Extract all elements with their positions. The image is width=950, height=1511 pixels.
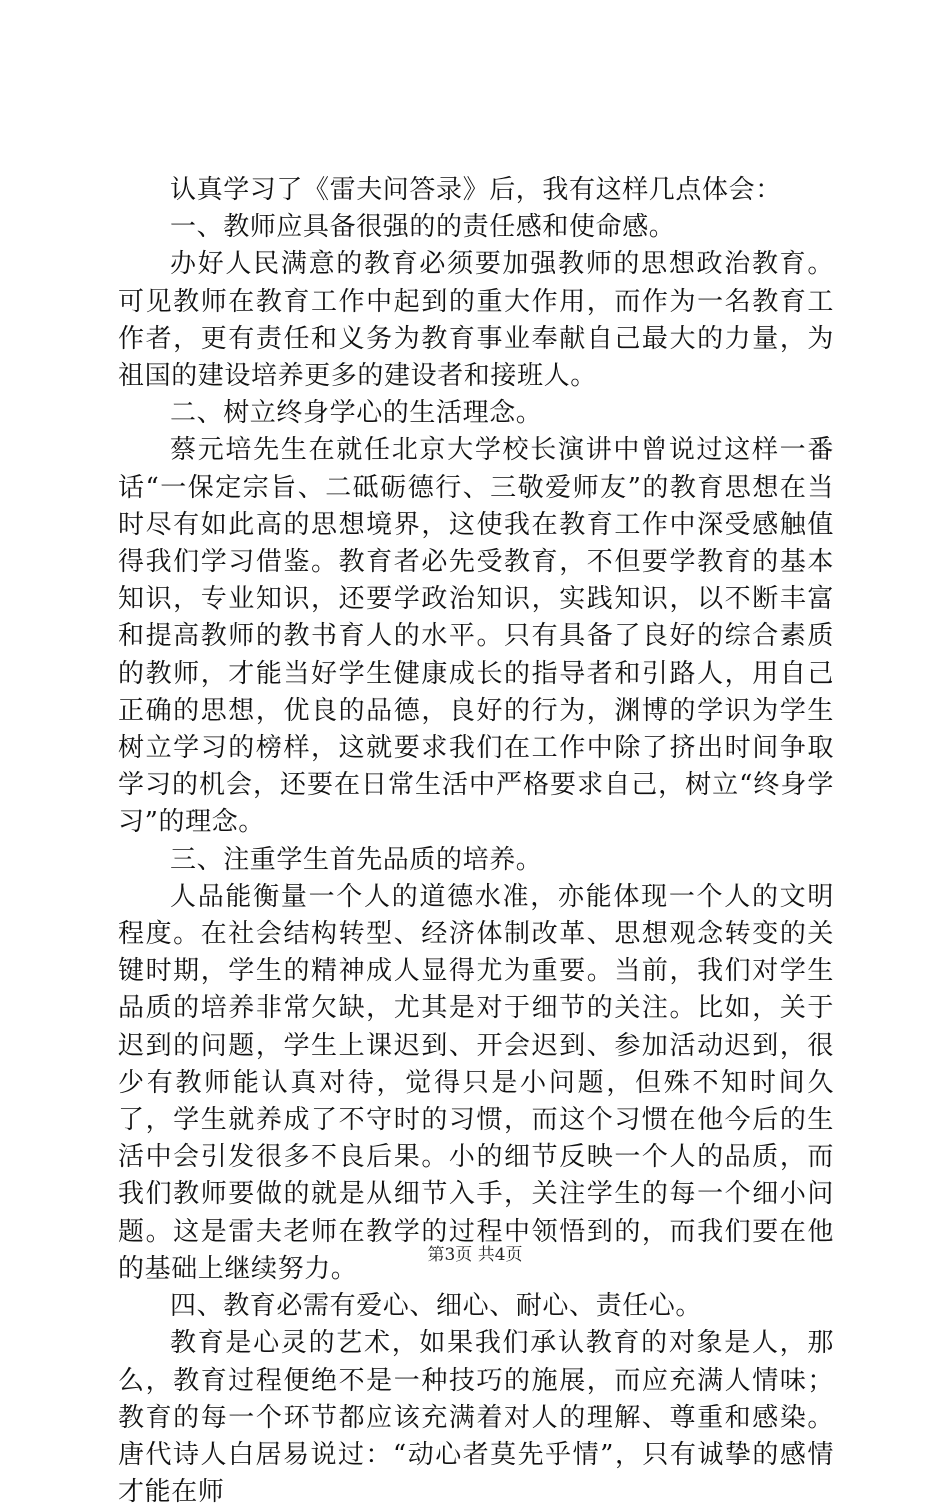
body-paragraph-1: 办好人民满意的教育必须要加强教师的思想政治教育。可见教师在教育工作中起到的重大作用，而作为一名教育工作者，更有责任和义务为教育事业奉献自己最大的力量，为祖国的建设培养更多的建设者和接班人。	[118, 249, 834, 392]
body-paragraph-3: 人品能衡量一个人的道德水准，亦能体现一个人的文明程度。在社会结构转型、经济体制改革、思想观念转变的关键时期，学生的精神成人显得尤为重要。当前，我们对学生品质的培养非常欠缺，尤其是对于细节的关注。比如，关于迟到的问题，学生上课迟到、开会迟到、参加活动迟到，很少有教师能认真对待，觉得只是小问题，但殊不知时间久了，学生就养成了不守时的习惯，而这个习惯在他今后的生活中会引发很多不良后果。小的细节反映一个人的品质，而我们教师要做的就是从细节入手，关注学生的每一个细小问题。这是雷夫老师在教学的过程中领悟到的，而我们要在他的基础上继续努力。	[118, 881, 834, 1284]
section-heading-2: 二、树立终身学心的生活理念。	[170, 398, 543, 429]
body-paragraph-4: 教育是心灵的艺术，如果我们承认教育的对象是人，那么，教育过程便绝不是一种技巧的施展，而应充满人情味；教育的每一个环节都应该充满着对人的理解、尊重和感染。唐代诗人白居易说过：“动心者莫先乎情”，只有诚挚的感情才能在师	[118, 1328, 834, 1508]
section-heading-1: 一、教师应具备很强的的责任感和使命感。	[170, 212, 676, 243]
document-body	[118, 172, 834, 1511]
body-paragraph-2: 蔡元培先生在就任北京大学校长演讲中曾说过这样一番话“一保定宗旨、二砥砺德行、三敬爱师友”的教育思想在当时尽有如此高的思想境界，这使我在教育工作中深受感触值得我们学习借鉴。教育者必先受教育，不但要学教育的基本知识，专业知识，还要学政治知识，实践知识，以不断丰富和提高教师的教书育人的水平。只有具备了良好的综合素质的教师，才能当好学生健康成长的指导者和引路人，用自己正确的思想，优良的品德，良好的行为，渊博的学识为学生树立学习的榜样，这就要求我们在工作中除了挤出时间争取学习的机会，还要在日常生活中严格要求自己，树立“终身学习”的理念。	[118, 435, 834, 838]
intro-paragraph: 认真学习了《雷夫问答录》后，我有这样几点体会：	[170, 175, 782, 205]
section-heading-3: 三、注重学生首先品质的培养。	[170, 844, 543, 875]
page-number-label: 第3页 共4页	[427, 1245, 523, 1265]
section-heading-4: 四、教育必需有爱心、细心、耐心、责任心。	[170, 1291, 703, 1322]
page-footer	[0, 1244, 950, 1266]
